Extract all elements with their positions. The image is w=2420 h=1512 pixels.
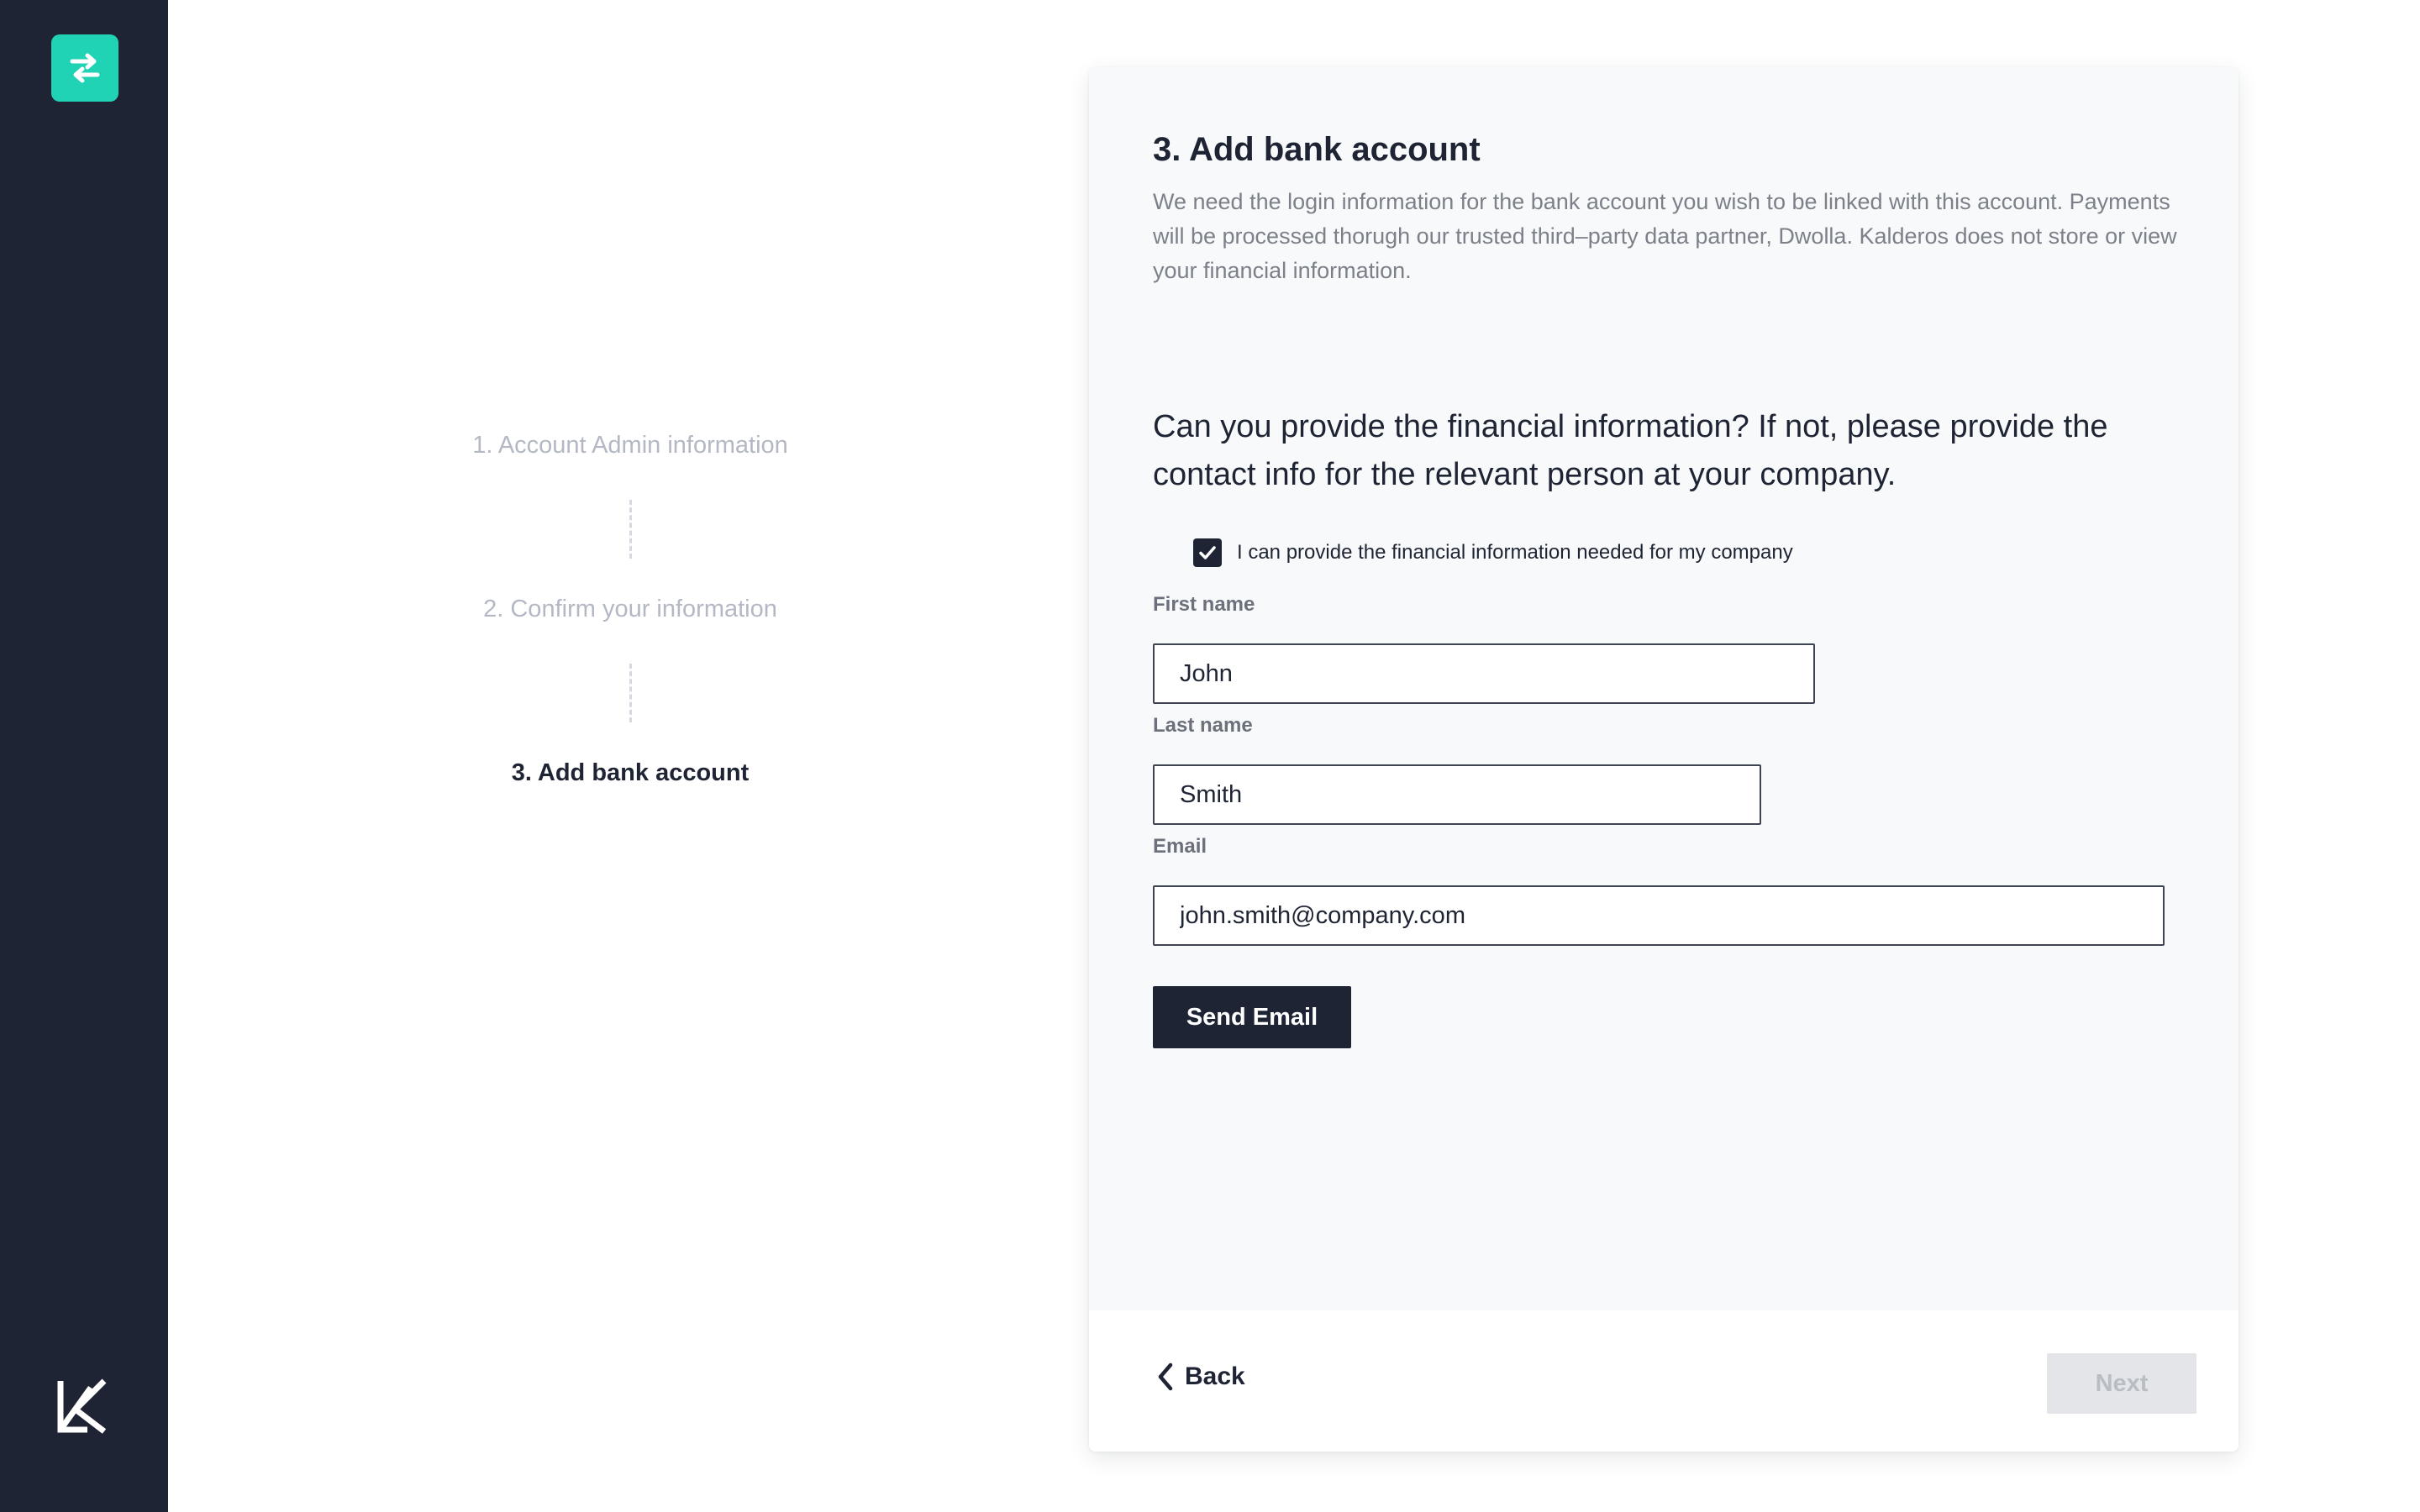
card-footer xyxy=(1089,1310,2238,1452)
step-1: 1. Account Admin information xyxy=(472,432,788,459)
page-title: 3. Add bank account xyxy=(1153,131,1481,168)
next-button[interactable]: Next xyxy=(2047,1353,2196,1414)
send-email-button[interactable]: Send Email xyxy=(1153,986,1351,1048)
last-name-label: Last name xyxy=(1153,714,1253,737)
app-switch-icon[interactable] xyxy=(51,34,118,102)
first-name-label: First name xyxy=(1153,593,1255,616)
email-label: Email xyxy=(1153,835,1207,858)
provide-info-checkbox-label: I can provide the financial information needed for my company xyxy=(1237,541,1793,564)
email-input[interactable] xyxy=(1153,885,2165,946)
first-name-input[interactable] xyxy=(1153,643,1815,704)
bank-account-card xyxy=(1089,67,2238,1452)
last-name-input[interactable] xyxy=(1153,764,1761,825)
step-indicator xyxy=(471,428,790,790)
financial-info-question: Can you provide the financial information? If not, please provide the contact info for the relevant person at your company. xyxy=(1153,409,2108,492)
back-label: Back xyxy=(1185,1362,1245,1390)
page-description: We need the login information for the bank account you wish to be linked with this account. Payments will be processed thorugh our trusted third–party data partner, Dwolla. Kalderos does not store or view your financial information. xyxy=(1153,189,2177,283)
kalderos-logo-icon xyxy=(54,1378,114,1435)
provide-info-checkbox[interactable] xyxy=(1193,538,1222,567)
chevron-left-icon xyxy=(1156,1362,1175,1391)
step-3: 3. Add bank account xyxy=(511,759,750,786)
checkmark-icon xyxy=(1197,543,1218,563)
step-divider xyxy=(629,500,632,559)
back-button[interactable] xyxy=(1156,1362,1245,1391)
step-2: 2. Confirm your information xyxy=(483,596,777,622)
step-divider xyxy=(629,664,632,722)
sidebar xyxy=(0,0,168,1512)
provide-info-checkbox-row[interactable] xyxy=(1193,538,1793,567)
